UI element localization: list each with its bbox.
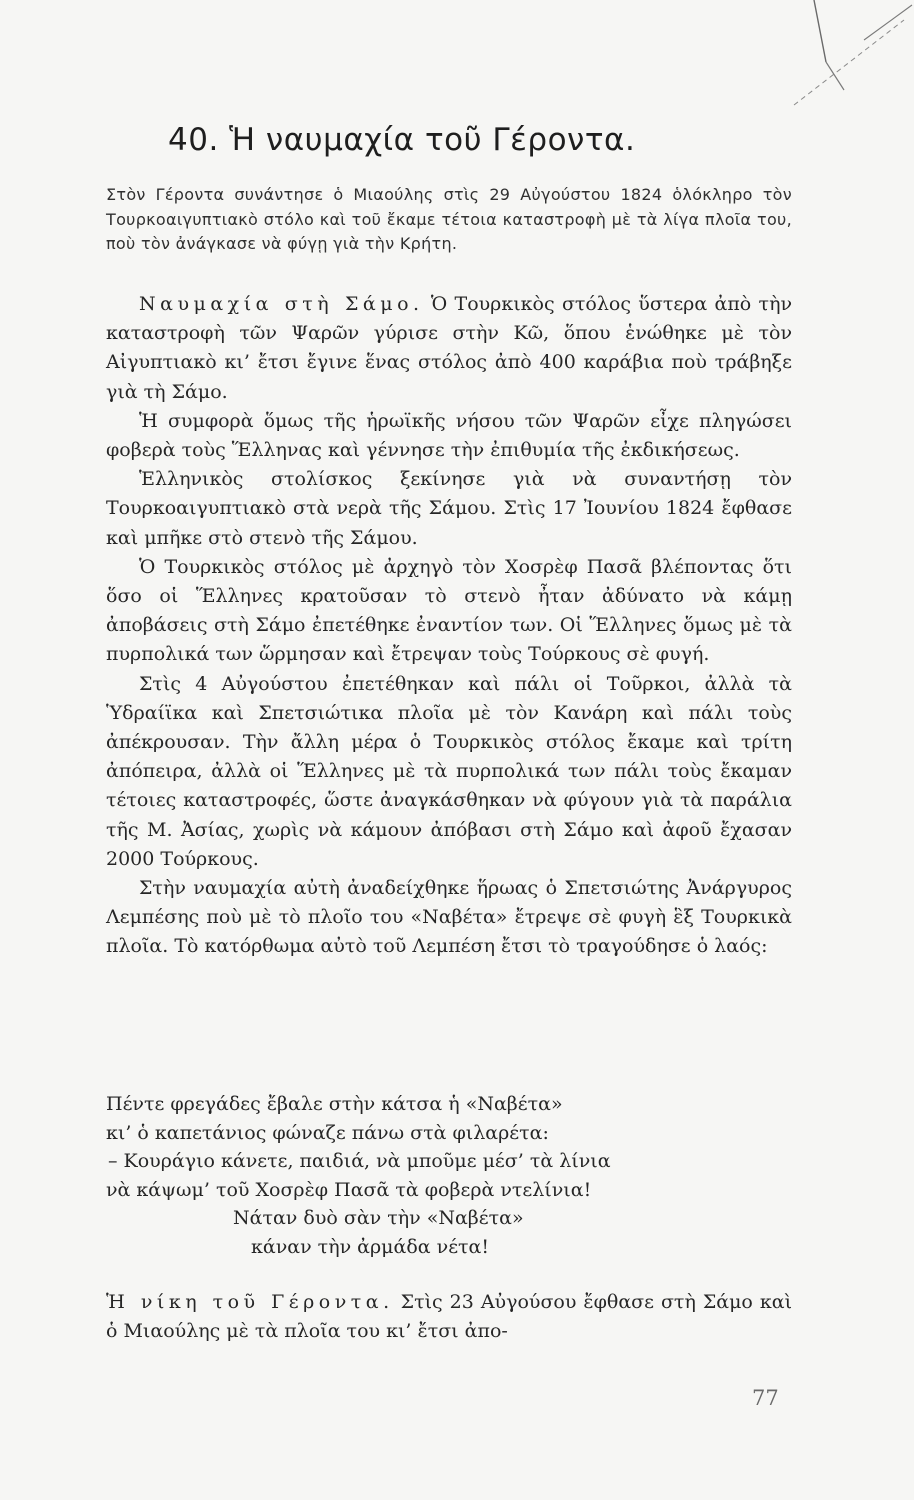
section-heading-samos: Ναυμαχία στὴ Σάμο. bbox=[139, 293, 424, 315]
chapter-title: 40. Ἡ ναυμαχία τοῦ Γέροντα. bbox=[168, 122, 636, 158]
paragraph-text: Στὶς 23 Αὐγούσου ἔφθασε στὴ Σάμο καὶ ὁ Μιαούλης μὲ τὰ πλοῖα του κι’ ἔτσι ἀπο- bbox=[106, 1291, 793, 1343]
poem-line: Νάταν δυὸ σὰν τὴν «Ναβέτα» bbox=[233, 1207, 524, 1230]
poem-line: – Κουράγιο κάνετε, παιδιά, νὰ μποῦμε μέσ’ τὰ λίνια bbox=[108, 1150, 611, 1173]
chapter-summary: Στὸν Γέροντα συνάντησε ὁ Μιαούλης στὶς 29 Αὐγούστου 1824 ὁλόκληρο τὸν Τουρκοαιγυπτιακὸ στόλο καὶ τοῦ ἔκαμε τέτοια καταστροφὴ μὲ τὰ λίγα πλοῖα του, ποὺ τὸν ἀνάγκασε νὰ φύγῃ γιὰ τὴν Κρήτη. bbox=[106, 185, 792, 254]
poem-line: κι’ ὁ καπετάνιος φώναζε πάνω στὰ φιλαρέτα: bbox=[106, 1121, 549, 1144]
paragraph: Ἡ συμφορὰ ὅμως τῆς ἡρωϊκῆς νήσου τῶν Ψαρῶν εἶχε πληγώσει φοβερὰ τοὺς Ἕλληνας καὶ γέννησε τὴν ἐπιθυμία τῆς ἐκδικήσεως. bbox=[106, 409, 792, 462]
main-text bbox=[106, 290, 792, 962]
poem-line: Πέντε φρεγάδες ἔβαλε στὴν κάτσα ἡ «Ναβέτα» bbox=[106, 1093, 563, 1115]
paragraph-samos bbox=[106, 290, 792, 407]
paragraph-text: Ὁ Τουρκικὸς στόλος ὕστερα ἀπὸ τὴν καταστροφὴ τῶν Ψαρῶν γύρισε στὴν Κῶ, ὅπου ἑνώθηκε μὲ τὸν Αἰγυπτιακὸ κι’ ἔτσι ἔγινε ἕνας στόλος ἀπὸ 400 καράβια ποὺ τράβηξε γιὰ τὴ Σάμο. bbox=[106, 293, 792, 403]
paragraph: Στὶς 4 Αὐγούστου ἐπετέθηκαν καὶ πάλι οἱ Τοῦρκοι, ἀλλὰ τὰ Ὑδραίϊκα καὶ Σπετσιώτικα πλοῖα μὲ τὸν Κανάρη καὶ πάλι τοὺς ἀπέκρουσαν. Τὴν ἄλλη μέρα ὁ Τουρκικὸς στόλος ἔκαμε καὶ τρίτη ἀπόπειρα, ἀλλὰ οἱ Ἕλληνες μὲ τὰ πυρπολικά των πάλι τοὺς ἔκαμαν τέτοιες καταστροφές, ὥστε ἀναγκάσθηκαν νὰ φύγουν γιὰ τὰ παράλια τῆς Μ. Ἀσίας, χωρὶς νὰ κάμουν ἀπόβασι στὴ Σάμο καὶ ἀφοῦ ἔχασαν 2000 Τούρκους. bbox=[106, 672, 792, 870]
pencil-mark-icon bbox=[754, 0, 914, 130]
poem-line: νὰ κάψωμ’ τοῦ Χοσρὲφ Πασᾶ τὰ φοβερὰ ντελίνια! bbox=[106, 1178, 592, 1201]
paragraph: Ὁ Τουρκικὸς στόλος μὲ ἀρχηγὸ τὸν Χοσρὲφ Πασᾶ βλέποντας ὅτι ὅσο οἱ Ἕλληνες κρατοῦσαν τὸ στενὸ ἦταν ἀδύνατο νὰ κάμῃ ἀποβάσεις στὴ Σάμο ἐπετέθηκε ἐναντίον των. Οἱ Ἕλληνες ὅμως μὲ τὰ πυρπολικά των ὥρμησαν καὶ ἔτρεψαν τοὺς Τούρκους σὲ φυγή. bbox=[106, 555, 792, 666]
paragraph-victory bbox=[106, 1288, 792, 1346]
poem-line: κάναν τὴν ἀρμάδα νέτα! bbox=[251, 1235, 490, 1258]
closing-text bbox=[106, 1288, 792, 1346]
paragraph: Ἑλληνικὸς στολίσκος ξεκίνησε γιὰ νὰ συναντήσῃ τὸν Τουρκοαιγυπτιακὸ στὰ νερὰ τῆς Σάμου. Στὶς 17 Ἰουνίου 1824 ἔφθασε καὶ μπῆκε στὸ στενὸ τῆς Σάμου. bbox=[106, 468, 792, 549]
page-number: 77 bbox=[752, 1386, 779, 1410]
folk-song bbox=[106, 1090, 796, 1262]
section-heading-victory: Ἡ νίκη τοῦ Γέροντα. bbox=[106, 1291, 394, 1313]
paragraph: Στὴν ναυμαχία αὐτὴ ἀναδείχθηκε ἥρωας ὁ Σπετσιώτης Ἀνάργυρος Λεμπέσης ποὺ μὲ τὸ πλοῖο του «Ναβέτα» ἔτρεψε σὲ φυγὴ ἓξ Τουρκικὰ πλοῖα. Τὸ κατόρθωμα αὐτὸ τοῦ Λεμπέση ἔτσι τὸ τραγούδησε ὁ λαός: bbox=[106, 877, 792, 958]
